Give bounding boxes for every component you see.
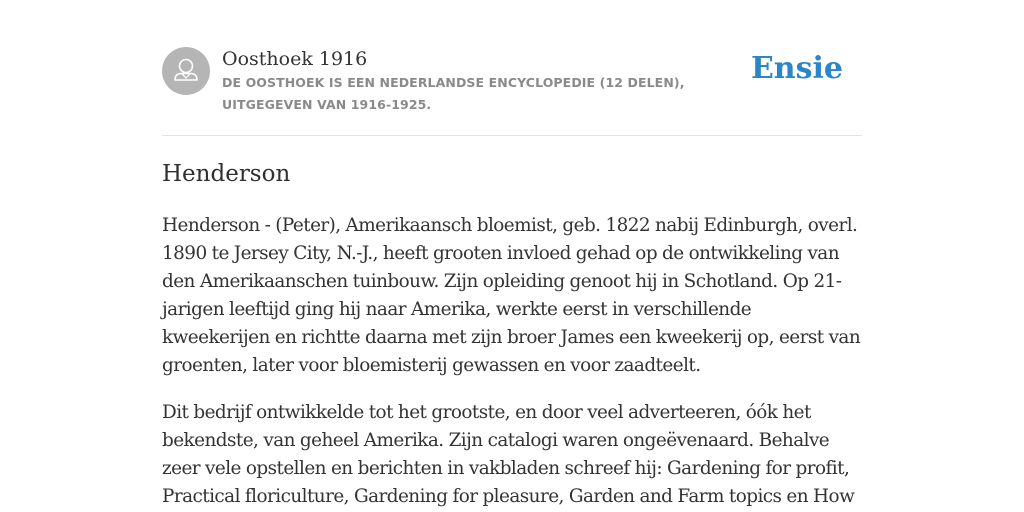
source-title[interactable]: Oosthoek 1916	[222, 48, 368, 70]
header-divider	[162, 135, 862, 136]
entry-title: Henderson	[162, 161, 291, 187]
ensie-logo[interactable]: Ensie	[750, 51, 843, 86]
entry-content	[162, 212, 862, 512]
avatar[interactable]	[162, 47, 210, 95]
source-description: DE OOSTHOEK IS EEN NEDERLANDSE ENCYCLOPEDIE (12 DELEN), UITGEGEVEN VAN 1916-1925.	[222, 75, 685, 112]
source-header	[162, 46, 862, 136]
entry-paragraph: Henderson - (Peter), Amerikaansch bloemist, geb. 1822 nabij Edinburgh, overl. 1890 te Jersey City, N.-J., heeft grooten invloed gehad op de ontwikkeling van den Amerikaanschen tuinbouw. Zijn opleiding genoot hij in Schotland. Op 21-jarigen leeftijd ging hij naar Amerika, werkte eerst in verschillende kweekerijen en richtte daarna met zijn broer James een kweekerij op, eerst van groenten, later voor bloemisterij gewassen en voor zaadteelt.	[162, 215, 861, 376]
entry-paragraph: Dit bedrijf ontwikkelde tot het grootste, en door veel adverteeren, óók het bekendste, van geheel Amerika. Zijn catalogi waren ongeëvenaard. Behalve zeer vele opstellen en berichten in vakbladen schreef hij: Gardening for profit, Practical floriculture, Gardening for pleasure, Garden and Farm topics en How	[162, 402, 855, 507]
user-icon	[162, 47, 210, 95]
